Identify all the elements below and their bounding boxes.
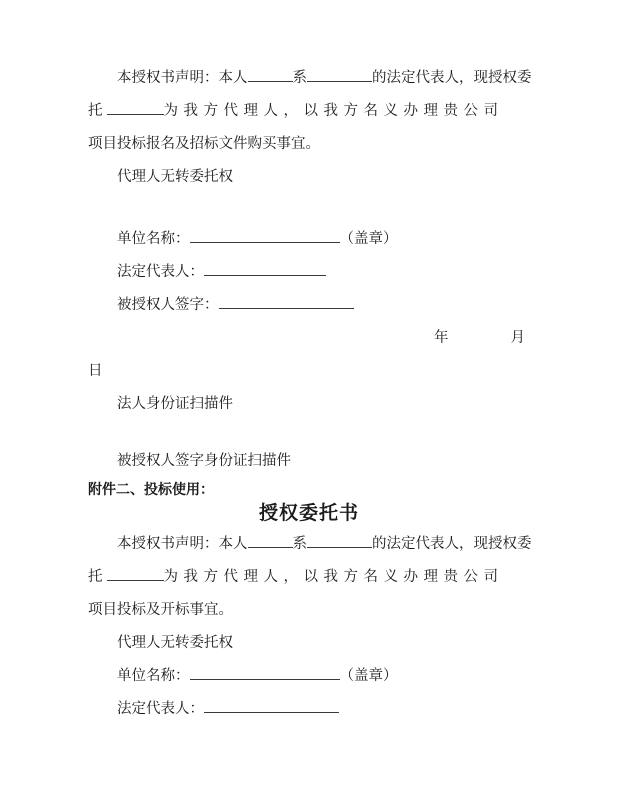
blank-field-company-name [190, 229, 340, 243]
declaration-text: 系 [292, 536, 307, 552]
legal-person-id-note: 法人身份证扫描件 [117, 396, 233, 412]
blank-field-agent-name [107, 101, 164, 115]
declaration-text: 项目投标报名及招标文件购买事宜。 [88, 136, 320, 152]
seal-note: （盖章） [339, 231, 398, 247]
blank-field-signer [219, 295, 354, 309]
declaration-text: 项目投标及开标事宜。 [88, 602, 233, 618]
legal-rep-line [88, 693, 530, 726]
attachment2-section [88, 478, 530, 726]
declaration-line-3 [88, 128, 530, 161]
agent-note-line [88, 627, 530, 660]
blank-field-agent-name [107, 567, 164, 581]
declaration-line-1 [88, 528, 530, 561]
attachment1-section [88, 62, 530, 478]
authorized-signer-label: 被授权人签字： [117, 297, 219, 313]
blank-field-company [307, 534, 372, 548]
company-name-line [88, 223, 530, 256]
company-name-label: 单位名称： [117, 668, 190, 684]
date-month-label: 月 [510, 330, 525, 346]
declaration-text: 本授权书声明：本人 [117, 70, 248, 86]
declaration-text: 系 [292, 70, 307, 86]
blank-field-legal-rep [204, 699, 339, 713]
declaration-text: 的法定代表人，现授权委 [372, 536, 532, 552]
seal-note: （盖章） [339, 668, 398, 684]
agent-note-line [88, 161, 530, 194]
date-line [88, 322, 530, 355]
declaration-text: 本授权书声明：本人 [117, 536, 248, 552]
blank-field-person-name [248, 534, 293, 548]
declaration-text: 托 [88, 569, 103, 585]
signer-id-line [88, 445, 530, 478]
legal-rep-label: 法定代表人： [117, 264, 204, 280]
declaration-text: 为我方代理人，以我方名义办理贵公司 [163, 569, 504, 585]
legal-rep-label: 法定代表人： [117, 701, 204, 717]
declaration-text: 的法定代表人，现授权委 [372, 70, 532, 86]
company-name-line [88, 660, 530, 693]
company-name-label: 单位名称： [117, 231, 190, 247]
signer-id-note: 被授权人签字身份证扫描件 [117, 453, 291, 469]
blank-field-company [307, 68, 372, 82]
declaration-line-2 [88, 95, 530, 128]
blank-field-legal-rep [204, 262, 326, 276]
vertical-spacer [88, 194, 530, 223]
vertical-spacer [88, 421, 530, 445]
date-year-label: 年 [434, 330, 449, 346]
date-day-label: 日 [88, 363, 103, 379]
date-day-line [88, 355, 530, 388]
document-title: 授权委托书 [258, 503, 359, 524]
blank-field-company-name [190, 666, 340, 680]
declaration-line-3 [88, 594, 530, 627]
legal-person-id-line [88, 388, 530, 421]
authorized-signer-line [88, 289, 530, 322]
agent-note-text: 代理人无转委托权 [117, 169, 233, 185]
agent-note-text: 代理人无转委托权 [117, 635, 233, 651]
blank-field-person-name [248, 68, 293, 82]
declaration-text: 为我方代理人，以我方名义办理贵公司 [163, 103, 504, 119]
declaration-text: 托 [88, 103, 103, 119]
declaration-line-1 [88, 62, 530, 95]
declaration-line-2 [88, 561, 530, 594]
attachment2-heading: 附件二、投标使用： [88, 481, 214, 497]
legal-rep-line [88, 256, 530, 289]
